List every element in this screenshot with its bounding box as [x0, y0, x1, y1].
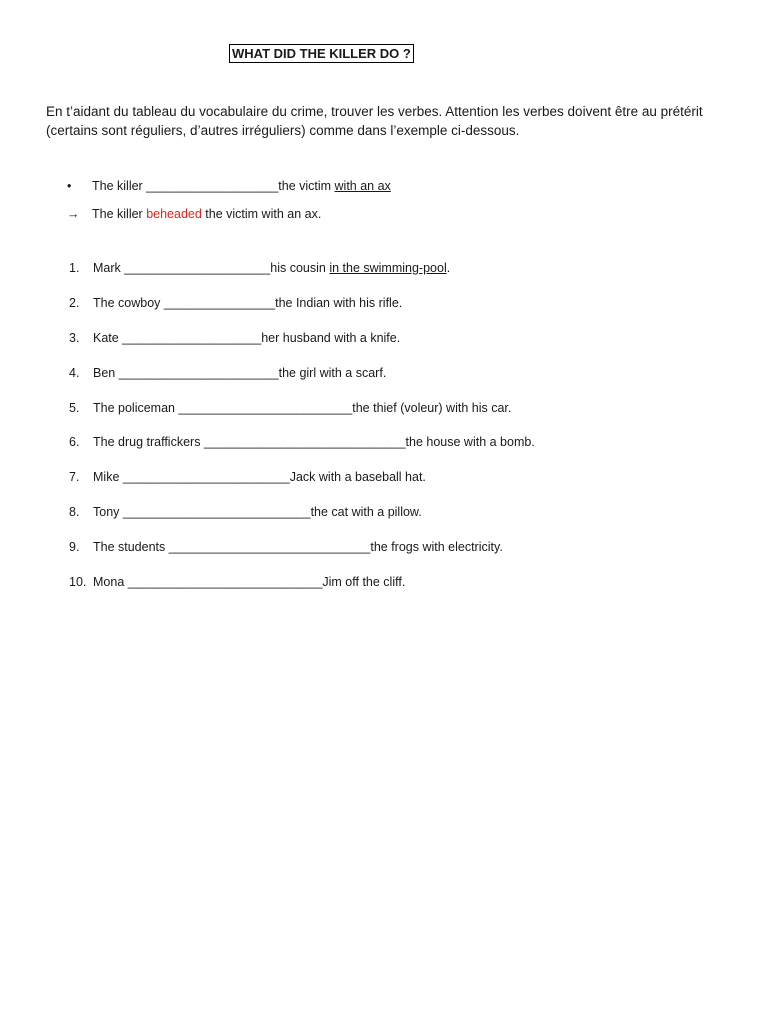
- item-text: The drug traffickers _____________________________the house with a bomb.: [93, 435, 535, 449]
- list-item: [69, 330, 400, 347]
- item-text: Mona ____________________________Jim off the cliff.: [93, 575, 406, 589]
- item-text: Tony ___________________________the cat with a pillow.: [93, 505, 422, 519]
- item-number: 7.: [69, 470, 80, 484]
- list-item: [69, 400, 511, 417]
- list-item: [69, 365, 386, 382]
- example-underlined: with an ax: [334, 179, 391, 193]
- item-text: Ben _______________________the girl with a scarf.: [93, 366, 387, 380]
- example-answer: [67, 206, 321, 223]
- list-item: [69, 260, 450, 277]
- item-number: 1.: [69, 261, 80, 275]
- item-text: Mike ________________________Jack with a baseball hat.: [93, 470, 426, 484]
- list-item: [69, 574, 405, 591]
- instructions-paragraph: En t’aidant du tableau du vocabulaire du crime, trouver les verbes. Attention les verbes doivent être au prétérit (certains sont réguliers, d’autres irréguliers) comme dans l’exemple ci-dessous.: [46, 104, 703, 138]
- example-prefix: The killer ___________________the victim: [92, 179, 335, 193]
- arrow-right-icon: →: [67, 207, 80, 221]
- answer-verb: beheaded: [146, 207, 202, 221]
- answer-start: The killer: [92, 207, 147, 221]
- item-tail: .: [446, 261, 451, 275]
- example-sentence: [67, 178, 391, 195]
- item-underlined: in the swimming-pool: [329, 261, 447, 275]
- item-number: 4.: [69, 366, 80, 380]
- list-item: [69, 504, 422, 521]
- item-number: 9.: [69, 540, 80, 554]
- item-number: 2.: [69, 296, 80, 310]
- item-number: 6.: [69, 435, 80, 449]
- item-text: Mark _____________________his cousin: [93, 261, 330, 275]
- item-text: The cowboy ________________the Indian with his rifle.: [93, 296, 403, 310]
- list-item: [69, 295, 402, 312]
- list-item: [69, 434, 535, 451]
- worksheet-title: WHAT DID THE KILLER DO ?: [229, 44, 414, 63]
- bullet-icon: •: [67, 179, 72, 193]
- list-item: [69, 469, 426, 486]
- item-number: 10.: [69, 575, 87, 589]
- item-text: Kate ____________________her husband with a knife.: [93, 331, 401, 345]
- item-number: 8.: [69, 505, 80, 519]
- list-item: [69, 539, 503, 556]
- item-number: 3.: [69, 331, 80, 345]
- item-text: The students _____________________________the frogs with electricity.: [93, 540, 503, 554]
- item-number: 5.: [69, 401, 80, 415]
- item-text: The policeman _________________________the thief (voleur) with his car.: [93, 401, 512, 415]
- answer-end: the victim with an ax.: [201, 207, 322, 221]
